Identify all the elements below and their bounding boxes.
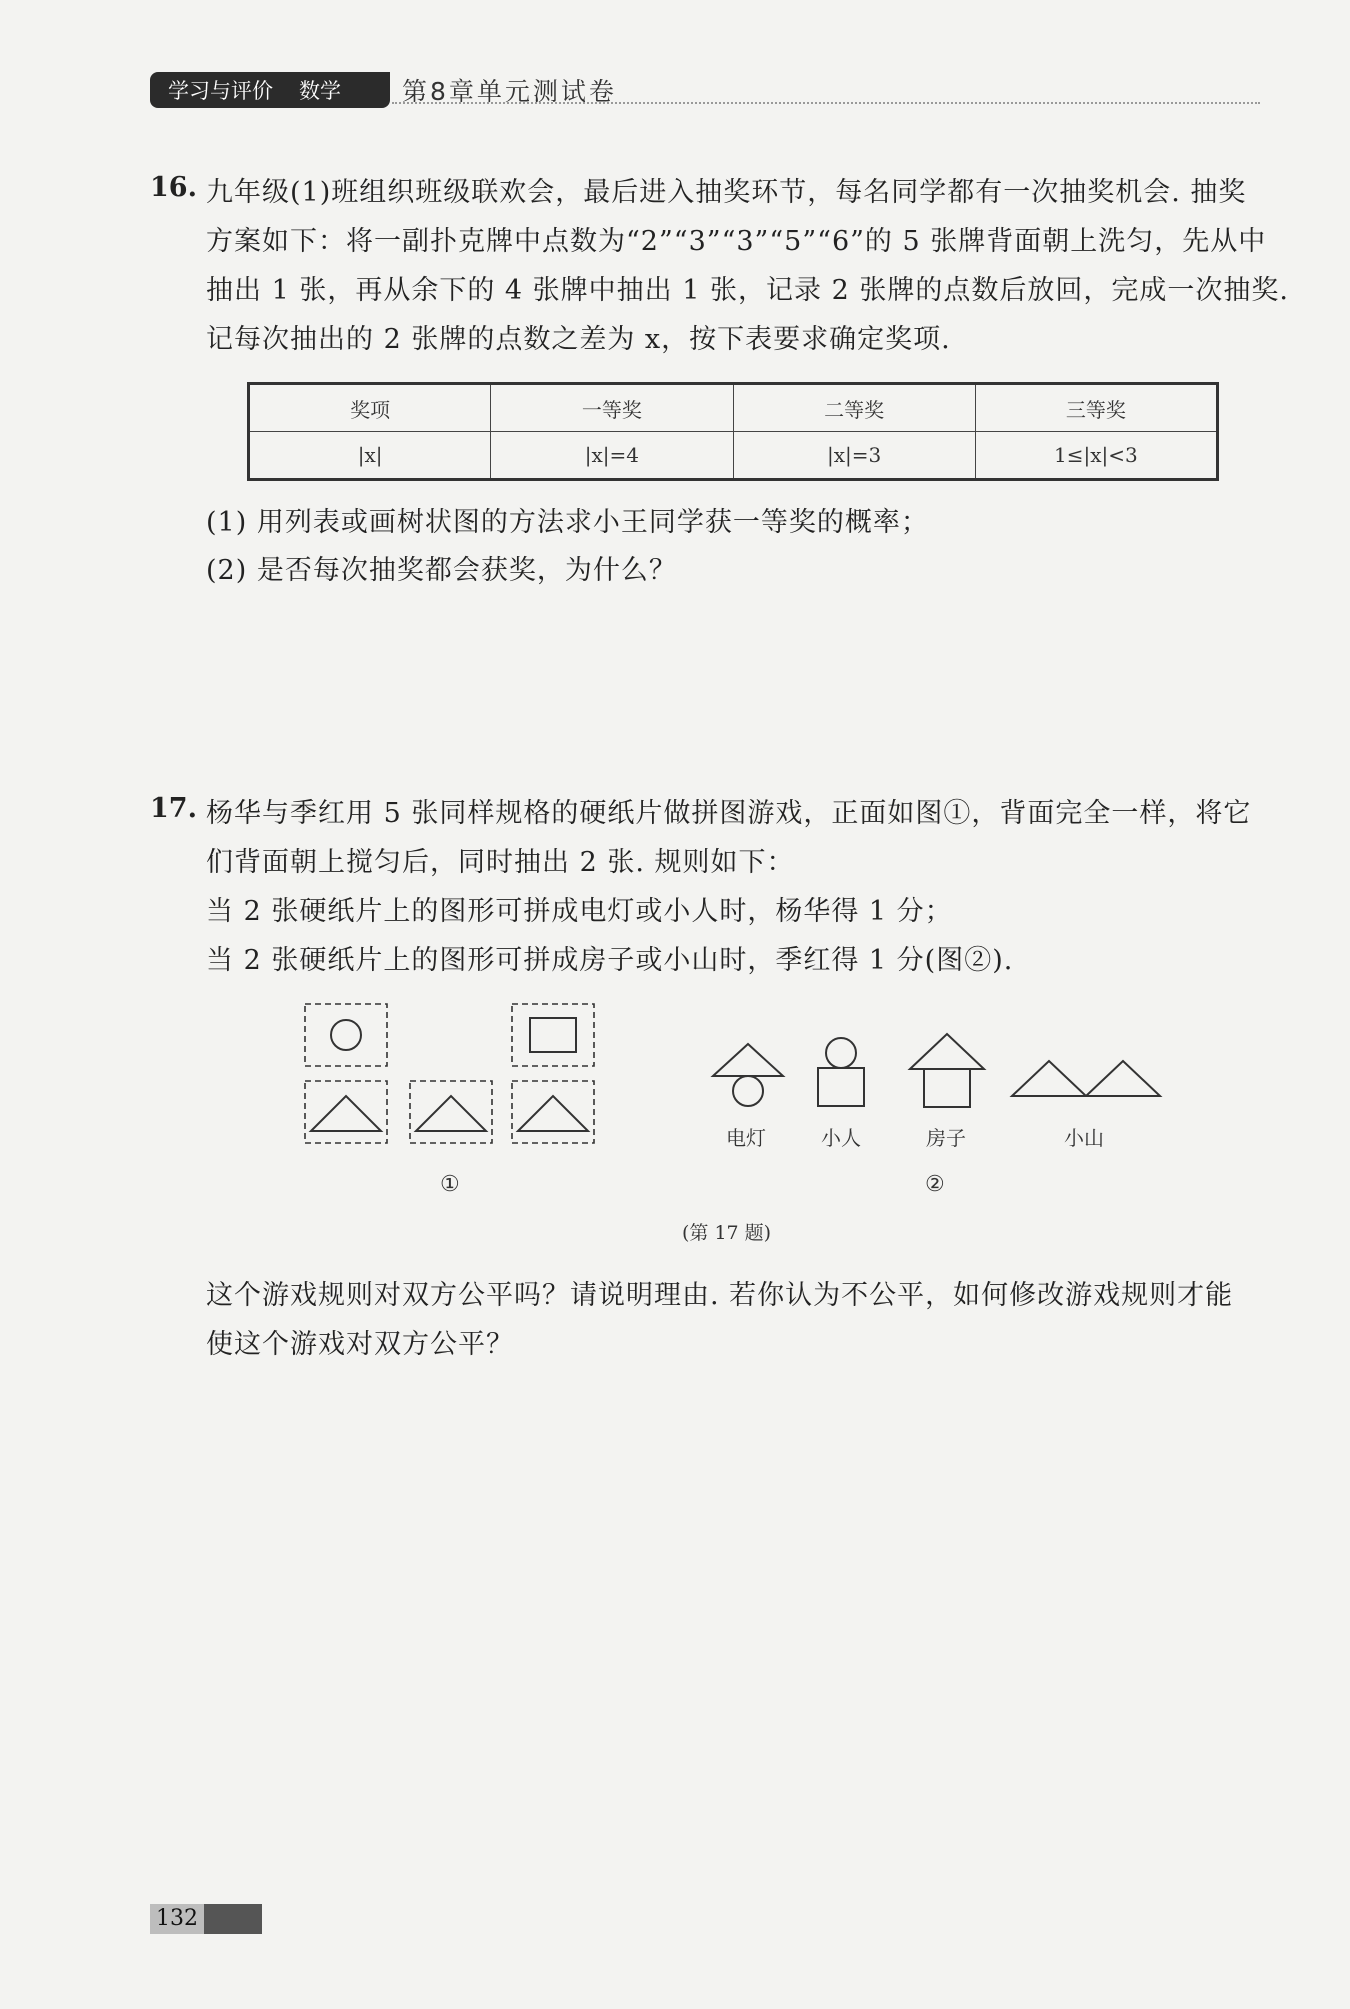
card-rectangle [512,1004,594,1066]
house-shape [910,1034,984,1107]
table-cell: |x|=3 [733,432,975,480]
q16-sub-2: (2) 是否每次抽奖都会获奖，为什么？ [206,555,677,586]
page-number: 132 [150,1904,204,1934]
card-triangle-2 [410,1081,492,1143]
q17-line-2: 们背面朝上搅匀后，同时抽出 2 张. 规则如下： [206,847,795,878]
hill-shape [1012,1061,1160,1096]
person-shape [818,1038,864,1106]
person-label: 小人 [821,1126,861,1150]
table-cell: 二等奖 [733,384,975,432]
table-cell: 奖项 [249,384,491,432]
page-number-tab [150,1904,262,1934]
table-cell: |x| [249,432,491,480]
q16-sub-1: (1) 用列表或画树状图的方法求小王同学获一等奖的概率； [206,507,929,538]
q16-line-1: 九年级(1)班组织班级联欢会，最后进入抽奖环节，每名同学都有一次抽奖机会. 抽奖 [206,177,1247,208]
q17-line-4: 当 2 张硬纸片上的图形可拼成房子或小山时，季红得 1 分(图②). [206,945,1014,976]
house-label: 房子 [926,1126,966,1150]
q16-line-2: 方案如下：将一副扑克牌中点数为“2”“3”“3”“5”“6”的 5 张牌背面朝上洗匀，先从中 [206,226,1267,257]
book-title: 学习与评价 [168,79,273,103]
q16-line-3: 抽出 1 张，再从余下的 4 张牌中抽出 1 张，记录 2 张牌的点数后放回，完成一次抽奖. [206,275,1289,306]
q17-line-1: 杨华与季红用 5 张同样规格的硬纸片做拼图游戏，正面如图①，背面完全一样，将它 [206,798,1252,829]
card-circle [305,1004,387,1066]
table-cell: 1≤|x|<3 [975,432,1217,480]
chapter-title: 第8章单元测试卷 [402,77,617,106]
table-cell: |x|=4 [491,432,733,480]
card-triangle-1 [305,1081,387,1143]
q17-number: 17. [150,793,197,824]
q17-ending-2: 使这个游戏对双方公平？ [206,1329,514,1360]
q16-number: 16. [150,172,197,203]
q17-ending-1: 这个游戏规则对双方公平吗？请说明理由. 若你认为不公平，如何修改游戏规则才能 [206,1280,1234,1311]
figure-caption: (第 17 题) [682,1222,772,1244]
figure-1-label: ① [440,1172,460,1197]
lamp-shape [713,1044,783,1106]
card-triangle-3 [512,1081,594,1143]
table-cell: 三等奖 [975,384,1217,432]
q17-line-3: 当 2 张硬纸片上的图形可拼成电灯或小人时，杨华得 1 分； [206,896,953,927]
table-cell: 一等奖 [491,384,733,432]
subject-title: 数学 [299,79,341,103]
figure-2-label: ② [925,1172,945,1197]
hill-label: 小山 [1064,1126,1104,1150]
q16-line-4: 记每次抽出的 2 张牌的点数之差为 x，按下表要求确定奖项. [206,324,951,355]
lamp-label: 电灯 [726,1126,766,1150]
